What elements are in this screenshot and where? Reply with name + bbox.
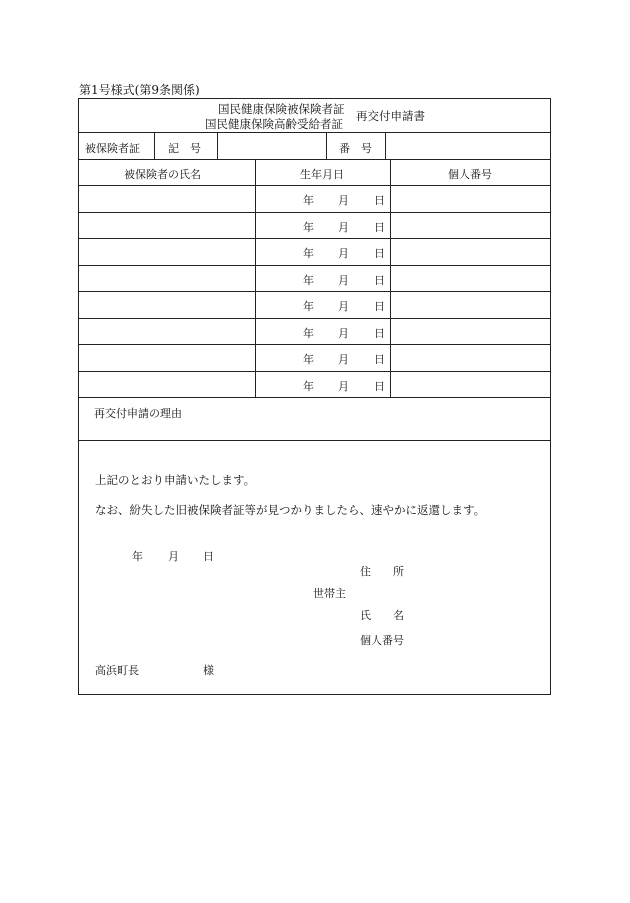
row-individual-number-field[interactable] bbox=[394, 378, 544, 394]
birthdate-year-label: 年 bbox=[303, 353, 314, 366]
birthdate-year-label: 年 bbox=[303, 327, 314, 340]
household-head-label: 世帯主 bbox=[313, 587, 346, 600]
birthdate-day-label: 日 bbox=[374, 380, 385, 393]
birthdate-day-label: 日 bbox=[374, 221, 385, 234]
divider bbox=[78, 159, 551, 160]
statement-return: なお、紛失した旧被保険者証等が見つかりましたら、速やかに返還します。 bbox=[95, 503, 486, 517]
birthdate-year-label: 年 bbox=[303, 194, 314, 207]
birthdate-day-label: 日 bbox=[374, 247, 385, 260]
symbol-label: 記 号 bbox=[168, 142, 201, 155]
divider bbox=[154, 132, 155, 159]
card-label: 被保険者証 bbox=[85, 142, 140, 155]
table-row bbox=[79, 372, 550, 397]
birthdate-month-label: 月 bbox=[338, 274, 349, 287]
table-row bbox=[79, 319, 550, 344]
header-birthdate: 生年月日 bbox=[300, 168, 344, 181]
row-name-field[interactable] bbox=[83, 325, 251, 341]
row-individual-number-field[interactable] bbox=[394, 192, 544, 208]
birthdate-day-label: 日 bbox=[374, 300, 385, 313]
addressee: 高浜町長 bbox=[95, 664, 139, 677]
divider bbox=[326, 132, 327, 159]
table-row bbox=[79, 213, 550, 238]
table-row bbox=[79, 345, 550, 370]
number-field[interactable] bbox=[386, 133, 550, 158]
row-name-field[interactable] bbox=[83, 378, 251, 394]
birthdate-month-label: 月 bbox=[338, 327, 349, 340]
row-name-field[interactable] bbox=[83, 298, 251, 314]
birthdate-month-label: 月 bbox=[338, 300, 349, 313]
date-month-label: 月 bbox=[168, 550, 179, 563]
header-name: 被保険者の氏名 bbox=[124, 168, 201, 181]
row-name-field[interactable] bbox=[83, 351, 251, 367]
birthdate-year-label: 年 bbox=[303, 221, 314, 234]
birthdate-month-label: 月 bbox=[338, 353, 349, 366]
table-row bbox=[79, 186, 550, 211]
individual-number-label: 個人番号 bbox=[360, 634, 404, 647]
birthdate-year-label: 年 bbox=[303, 300, 314, 313]
birthdate-month-label: 月 bbox=[338, 247, 349, 260]
birthdate-year-label: 年 bbox=[303, 274, 314, 287]
birthdate-month-label: 月 bbox=[338, 194, 349, 207]
birthdate-month-label: 月 bbox=[338, 380, 349, 393]
row-name-field[interactable] bbox=[83, 272, 251, 288]
statement-apply: 上記のとおり申請いたします。 bbox=[95, 473, 256, 487]
table-row bbox=[79, 239, 550, 264]
form-label: 第1号様式(第9条関係) bbox=[79, 83, 200, 97]
birthdate-month-label: 月 bbox=[338, 221, 349, 234]
row-individual-number-field[interactable] bbox=[394, 351, 544, 367]
birthdate-day-label: 日 bbox=[374, 194, 385, 207]
birthdate-year-label: 年 bbox=[303, 247, 314, 260]
reason-field[interactable] bbox=[79, 420, 550, 439]
row-individual-number-field[interactable] bbox=[394, 245, 544, 261]
row-name-field[interactable] bbox=[83, 245, 251, 261]
title-line-2: 国民健康保険高齢受給者証 bbox=[205, 117, 343, 131]
title-suffix: 再交付申請書 bbox=[356, 109, 425, 123]
reason-label: 再交付申請の理由 bbox=[94, 407, 182, 420]
birthdate-day-label: 日 bbox=[374, 327, 385, 340]
row-name-field[interactable] bbox=[83, 192, 251, 208]
address-label: 住 所 bbox=[360, 565, 404, 578]
honorific: 様 bbox=[203, 664, 214, 677]
title-line-1: 国民健康保険被保険者証 bbox=[218, 102, 345, 116]
date-day-label: 日 bbox=[203, 550, 214, 563]
row-individual-number-field[interactable] bbox=[394, 325, 544, 341]
row-individual-number-field[interactable] bbox=[394, 219, 544, 235]
row-individual-number-field[interactable] bbox=[394, 272, 544, 288]
birthdate-year-label: 年 bbox=[303, 380, 314, 393]
birthdate-day-label: 日 bbox=[374, 274, 385, 287]
number-label: 番 号 bbox=[339, 142, 372, 155]
table-row bbox=[79, 292, 550, 317]
birthdate-day-label: 日 bbox=[374, 353, 385, 366]
table-row bbox=[79, 266, 550, 291]
divider bbox=[78, 397, 551, 398]
row-individual-number-field[interactable] bbox=[394, 298, 544, 314]
date-year-label: 年 bbox=[132, 550, 143, 563]
symbol-field[interactable] bbox=[218, 133, 325, 158]
divider bbox=[78, 440, 551, 441]
header-individual-number: 個人番号 bbox=[448, 168, 492, 181]
name-label: 氏 名 bbox=[360, 609, 404, 622]
row-name-field[interactable] bbox=[83, 219, 251, 235]
